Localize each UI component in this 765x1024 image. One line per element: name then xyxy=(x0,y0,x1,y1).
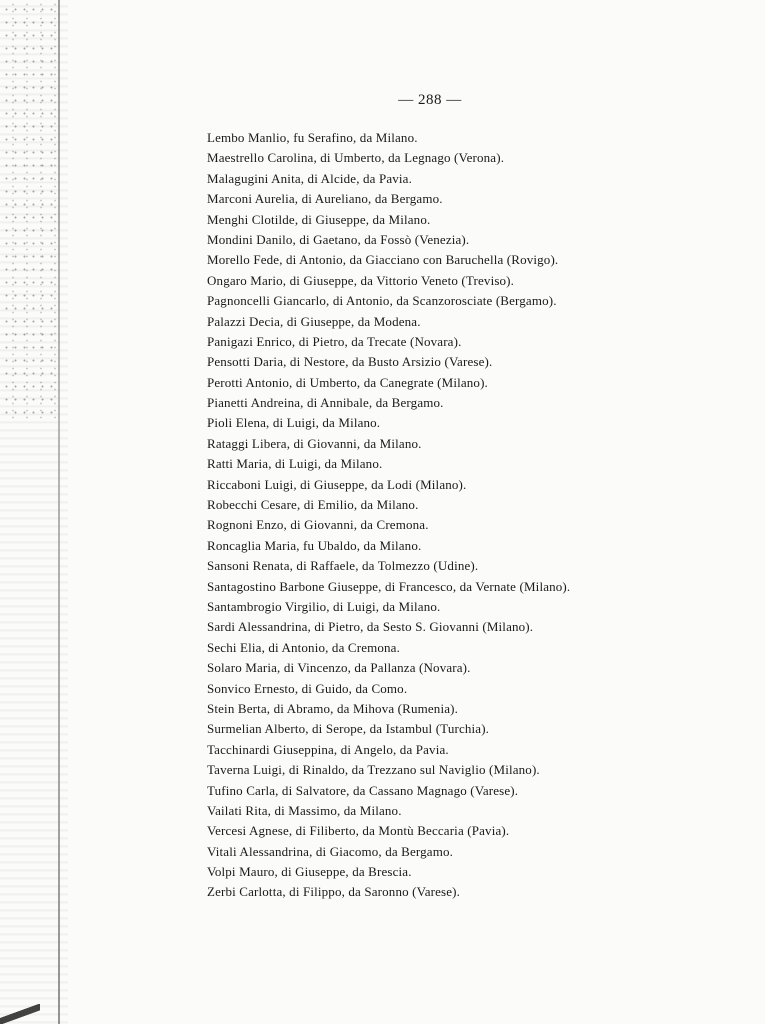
list-item: Lembo Manlio, fu Serafino, da Milano. xyxy=(207,130,418,145)
list-item: Sechi Elia, di Antonio, da Cremona. xyxy=(207,639,400,655)
list-item: Robecchi Cesare, di Emilio, da Milano. xyxy=(207,497,419,513)
list-item: Volpi Mauro, di Giuseppe, da Brescia. xyxy=(207,864,412,880)
page-number: — 288 — xyxy=(398,92,462,108)
list-item: Santambrogio Virgilio, di Luigi, da Milano. xyxy=(207,598,441,614)
list-item: Surmelian Alberto, di Serope, da Istambul (Turchia). xyxy=(207,721,490,737)
list-item: Ongaro Mario, di Giuseppe, da Vittorio Veneto (Treviso). xyxy=(207,272,515,288)
list-item: Malagugini Anita, di Alcide, da Pavia. xyxy=(207,170,412,186)
list-item: Ratti Maria, di Luigi, da Milano. xyxy=(207,456,383,472)
list-item: Sardi Alessandrina, di Pietro, da Sesto S. Giovanni (Milano). xyxy=(207,619,534,635)
list-item: Menghi Clotilde, di Giuseppe, da Milano. xyxy=(207,211,431,227)
list-item: Pensotti Daria, di Nestore, da Busto Arsizio (Varese). xyxy=(207,354,493,370)
list-item: Tufino Carla, di Salvatore, da Cassano Magnago (Varese). xyxy=(207,782,519,798)
list-item: Riccaboni Luigi, di Giuseppe, da Lodi (Milano). xyxy=(207,476,467,492)
list-item: Rognoni Enzo, di Giovanni, da Cremona. xyxy=(207,517,429,533)
list-item: Marconi Aurelia, di Aureliano, da Bergamo. xyxy=(207,191,443,207)
list-item: Vailati Rita, di Massimo, da Milano. xyxy=(207,802,402,818)
list-item: Vitali Alessandrina, di Giacomo, da Bergamo. xyxy=(207,843,454,859)
list-item: Solaro Maria, di Vincenzo, da Pallanza (Novara). xyxy=(207,660,471,676)
list-item: Perotti Antonio, di Umberto, da Canegrate (Milano). xyxy=(207,374,488,390)
name-list xyxy=(207,128,752,903)
list-item: Maestrello Carolina, di Umberto, da Legnago (Verona). xyxy=(207,150,505,166)
list-item: Pagnoncelli Giancarlo, di Antonio, da Scanzorosciate (Bergamo). xyxy=(207,293,557,309)
corner-mark xyxy=(0,1004,40,1024)
list-item: Panigazi Enrico, di Pietro, da Trecate (Novara). xyxy=(207,333,462,349)
list-item: Mondini Danilo, di Gaetano, da Fossò (Venezia). xyxy=(207,231,470,247)
list-item: Taverna Luigi, di Rinaldo, da Trezzano sul Naviglio (Milano). xyxy=(207,762,540,778)
list-item: Pianetti Andreina, di Annibale, da Bergamo. xyxy=(207,395,444,411)
list-item: Zerbi Carlotta, di Filippo, da Saronno (Varese). xyxy=(207,884,461,900)
list-item: Palazzi Decia, di Giuseppe, da Modena. xyxy=(207,313,421,329)
list-item: Vercesi Agnese, di Filiberto, da Montù Beccaria (Pavia). xyxy=(207,823,510,839)
list-item: Tacchinardi Giuseppina, di Angelo, da Pavia. xyxy=(207,741,449,757)
list-item: Pioli Elena, di Luigi, da Milano. xyxy=(207,415,381,431)
list-item: Stein Berta, di Abramo, da Mihova (Rumenia). xyxy=(207,700,459,716)
scan-noise xyxy=(0,0,56,420)
list-item: Roncaglia Maria, fu Ubaldo, da Milano. xyxy=(207,537,422,553)
list-item: Morello Fede, di Antonio, da Giacciano con Baruchella (Rovigo). xyxy=(207,252,559,268)
list-item: Santagostino Barbone Giuseppe, di Francesco, da Vernate (Milano). xyxy=(207,578,571,594)
list-item: Sonvico Ernesto, di Guido, da Como. xyxy=(207,680,408,696)
binding-line xyxy=(58,0,60,1024)
list-item: Sansoni Renata, di Raffaele, da Tolmezzo (Udine). xyxy=(207,558,479,574)
list-item: Rataggi Libera, di Giovanni, da Milano. xyxy=(207,435,422,451)
